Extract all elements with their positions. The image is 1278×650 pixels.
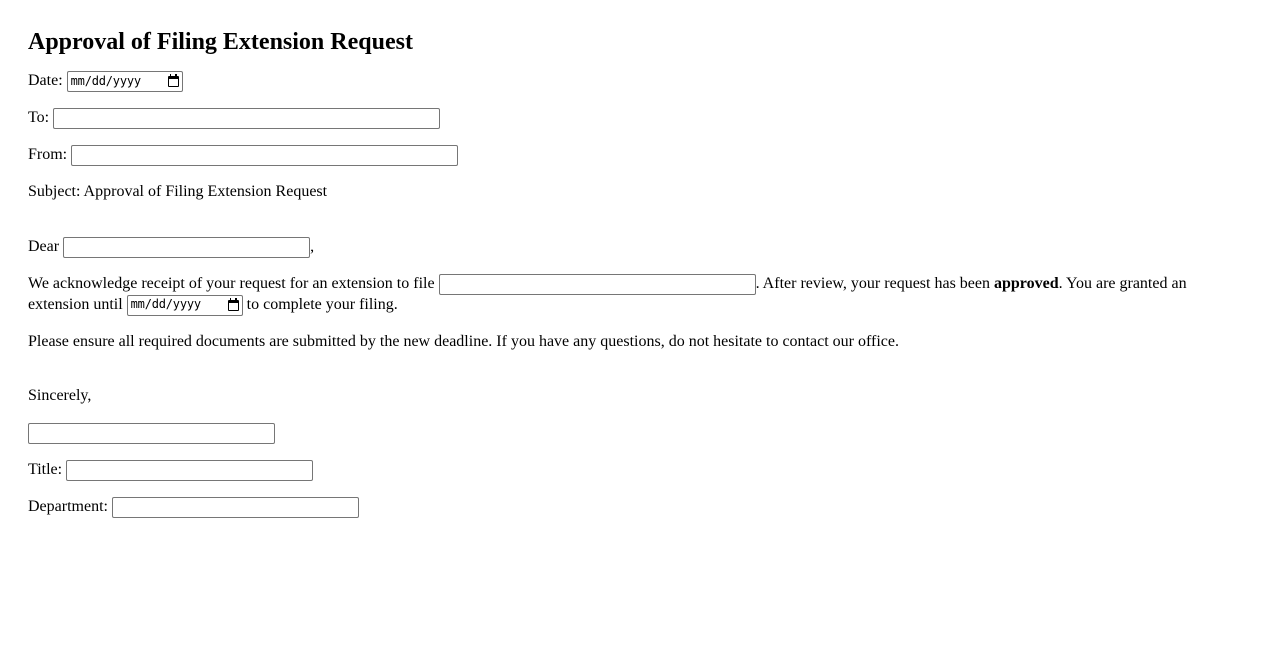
body-paragraph-1 xyxy=(28,274,1250,316)
date-input[interactable] xyxy=(67,71,183,92)
spacer xyxy=(28,219,1250,237)
dear-label: Dear xyxy=(28,237,60,255)
title-label: Title: xyxy=(28,461,63,479)
date-label: Date: xyxy=(28,71,63,89)
calendar-icon[interactable] xyxy=(168,76,179,87)
date-row xyxy=(28,71,1250,92)
body1-text-a: We acknowledge receipt of your request for an extension to file xyxy=(28,274,435,292)
from-label: From: xyxy=(28,145,68,163)
to-input[interactable] xyxy=(53,108,440,129)
to-label: To: xyxy=(28,108,50,126)
body1-text-c: . You are granted an extension until xyxy=(28,274,1187,313)
body1-text-d: to complete your filing. xyxy=(246,295,398,313)
closing-text: Sincerely, xyxy=(28,387,92,405)
department-label: Department: xyxy=(28,498,108,516)
department-row xyxy=(28,497,1250,518)
calendar-icon[interactable] xyxy=(228,300,239,311)
body-paragraph-2: Please ensure all required documents are submitted by the new deadline. If you have any questions, do not hesitate to contact our office. xyxy=(28,332,899,350)
salutation-comma: , xyxy=(310,237,315,255)
from-input[interactable] xyxy=(71,145,458,166)
subject-line: Subject: Approval of Filing Extension Request xyxy=(28,182,328,200)
approved-text: approved xyxy=(994,274,1059,292)
to-row xyxy=(28,108,1250,129)
from-row xyxy=(28,145,1250,166)
date-placeholder: mm/dd/yyyy xyxy=(70,73,141,88)
extension-date-placeholder: mm/dd/yyyy xyxy=(130,297,201,312)
signature-row xyxy=(28,423,1250,444)
department-input[interactable] xyxy=(112,497,359,518)
extension-date-input[interactable] xyxy=(127,295,243,316)
spacer xyxy=(28,368,1250,386)
body1-text-b: . After review, your request has been xyxy=(755,274,990,292)
signature-input[interactable] xyxy=(28,423,275,444)
salutation-row xyxy=(28,237,1250,258)
title-row xyxy=(28,460,1250,481)
recipient-name-input[interactable] xyxy=(63,237,310,258)
filing-type-input[interactable] xyxy=(439,274,756,295)
title-input[interactable] xyxy=(66,460,313,481)
page-title: Approval of Filing Extension Request xyxy=(28,29,413,55)
